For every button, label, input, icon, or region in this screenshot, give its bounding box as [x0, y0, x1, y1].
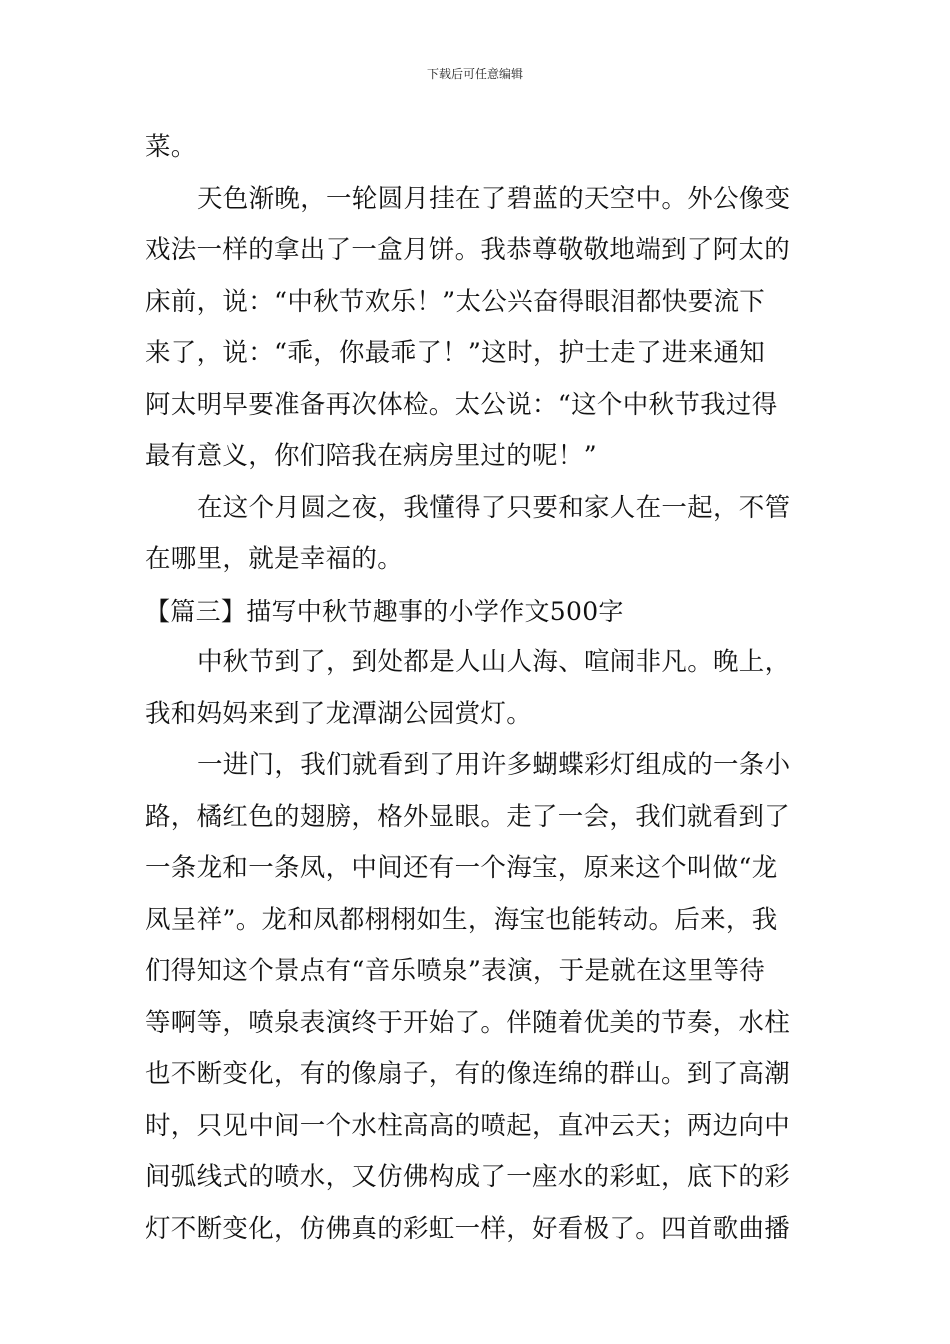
text-line: 凤呈祥”。龙和凤都栩栩如生，海宝也能转动。后来，我 — [145, 904, 778, 935]
text-line: 在哪里，就是幸福的。 — [145, 544, 404, 574]
paragraph-start-line: 中秋节到了，到处都是人山人海、喧闹非凡。晚上， — [197, 647, 791, 677]
document-body — [145, 122, 810, 1255]
section-heading: 【篇三】描写中秋节趣事的小学作文500字 — [145, 596, 624, 626]
text-line: 戏法一样的拿出了一盒月饼。我恭尊敬敬地端到了阿太的 — [145, 235, 791, 265]
text-line: 路，橘红色的翅膀，格外显眼。走了一会，我们就看到了 — [145, 801, 791, 832]
paragraph-start-line: 天色渐晚，一轮圆月挂在了碧蓝的天空中。外公像变 — [197, 183, 791, 214]
page-header: 下载后可任意编辑 — [426, 67, 523, 81]
text-line: 也不断变化，有的像扇子，有的像连绵的群山。到了高潮 — [145, 1059, 791, 1089]
text-line: 灯不断变化，仿佛真的彩虹一样，好看极了。四首歌曲播 — [145, 1213, 791, 1244]
text-line: 最有意义，你们陪我在病房里过的呢！” — [145, 441, 597, 471]
text-line: 时，只见中间一个水柱高高的喷起，直冲云天；两边向中 — [145, 1110, 791, 1141]
text-line: 一条龙和一条凤，中间还有一个海宝，原来这个叫做“龙 — [145, 853, 778, 883]
paragraph-start-line: 在这个月圆之夜，我懂得了只要和家人在一起，不管 — [197, 492, 791, 523]
text-line: 阿太明早要准备再次体检。太公说：“这个中秋节我过得 — [145, 389, 778, 420]
paragraph-start-line: 一进门，我们就看到了用许多蝴蝶彩灯组成的一条小 — [197, 750, 791, 780]
text-line: 来了，说：“乖，你最乖了！”这时，护士走了进来通知 — [145, 338, 766, 368]
text-line: 菜。 — [145, 132, 197, 162]
text-line: 我和妈妈来到了龙潭湖公园赏灯。 — [145, 698, 533, 729]
text-line: 床前，说：“中秋节欢乐！”太公兴奋得眼泪都快要流下 — [145, 286, 766, 317]
text-line: 们得知这个景点有“音乐喷泉”表演，于是就在这里等待 — [145, 956, 766, 986]
text-line: 等啊等，喷泉表演终于开始了。伴随着优美的节奏，水柱 — [145, 1007, 791, 1038]
text-line: 间弧线式的喷水，又仿佛构成了一座水的彩虹，底下的彩 — [145, 1162, 791, 1192]
